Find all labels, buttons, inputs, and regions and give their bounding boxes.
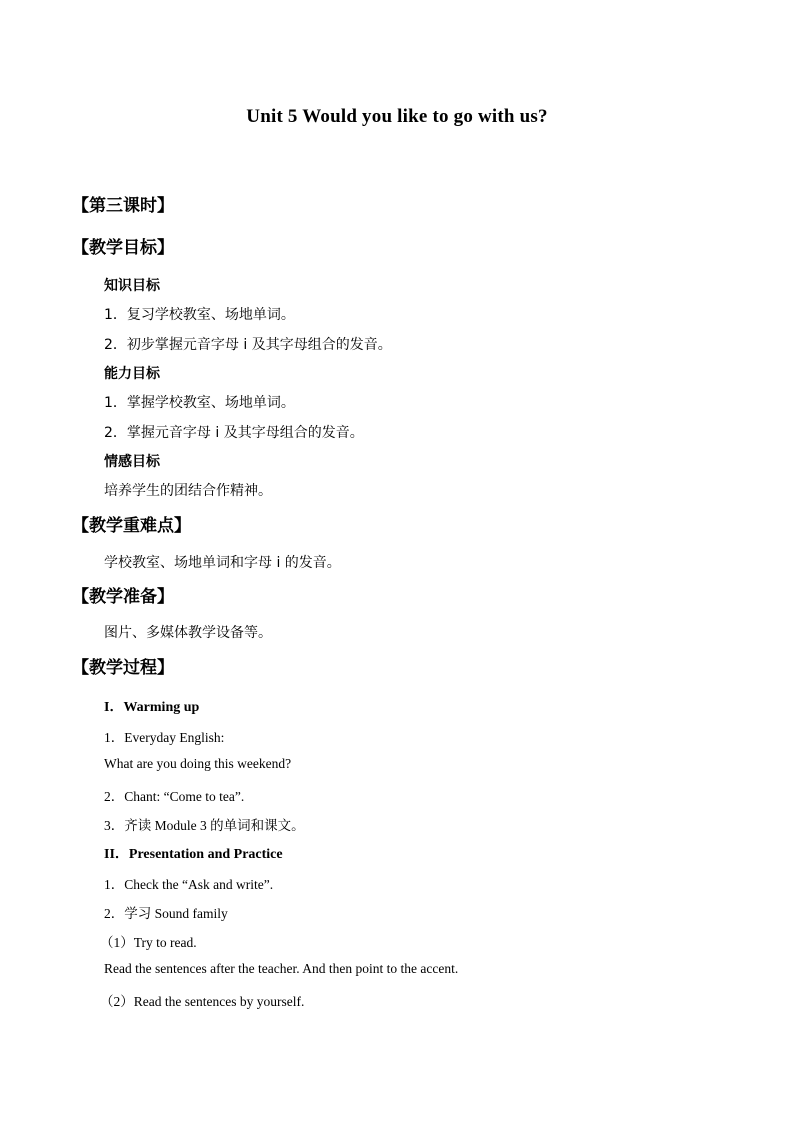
presentation-line: Read the sentences after the teacher. And then point to the accent.	[104, 961, 459, 976]
ability-objective-item: 2．掌握元音字母 i 及其字母组合的发音。	[104, 425, 364, 441]
presentation-line: 1．Check the “Ask and write”.	[104, 877, 274, 892]
key-points-text: 学校教室、场地单词和字母 i 的发音。	[104, 555, 341, 571]
process-heading: 【教学过程】	[72, 658, 174, 678]
warmup-line: 3．齐读 Module 3 的单词和课文。	[104, 818, 305, 833]
emotion-objective-item: 培养学生的团结合作精神。	[104, 483, 272, 499]
knowledge-objectives-label: 知识目标	[104, 278, 160, 294]
lesson-heading: 【第三课时】	[72, 196, 174, 216]
warmup-line: 1．Everyday English:	[104, 730, 225, 745]
knowledge-objective-item: 1．复习学校教室、场地单词。	[104, 307, 295, 323]
document-title: Unit 5 Would you like to go with us?	[246, 106, 548, 127]
preparation-text: 图片、多媒体教学设备等。	[104, 625, 272, 641]
presentation-line: （1）Try to read.	[100, 935, 197, 950]
presentation-label: II．Presentation and Practice	[104, 847, 283, 862]
preparation-heading: 【教学准备】	[72, 587, 174, 607]
key-points-heading: 【教学重难点】	[72, 516, 191, 536]
warmup-line: What are you doing this weekend?	[104, 756, 292, 771]
knowledge-objective-item: 2．初步掌握元音字母 i 及其字母组合的发音。	[104, 337, 392, 353]
presentation-line: 2．学习 Sound family	[104, 906, 228, 921]
ability-objectives-label: 能力目标	[104, 366, 160, 382]
ability-objective-item: 1．掌握学校教室、场地单词。	[104, 395, 295, 411]
warmup-label: I．Warming up	[104, 700, 200, 715]
presentation-line: （2）Read the sentences by yourself.	[100, 994, 305, 1009]
warmup-line: 2．Chant: “Come to tea”.	[104, 789, 245, 804]
objectives-heading: 【教学目标】	[72, 238, 174, 258]
emotion-objectives-label: 情感目标	[104, 454, 160, 470]
